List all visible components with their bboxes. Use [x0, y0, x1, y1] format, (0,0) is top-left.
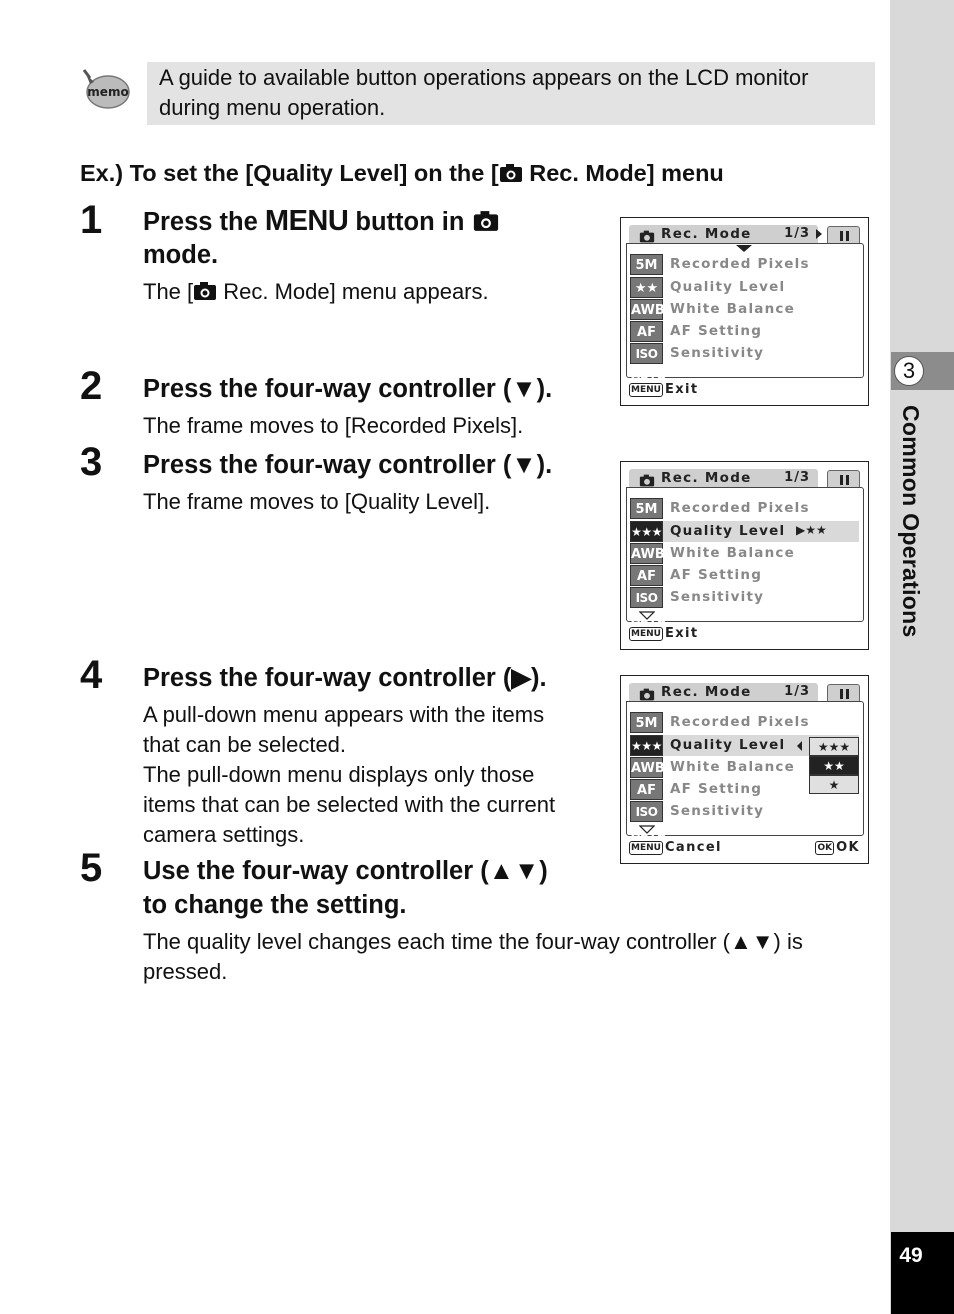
quality-level-icon: ★★: [630, 277, 663, 298]
step-5-body-line: The quality level changes each time the four-way controller (▲▼) is: [143, 929, 803, 954]
step-3-number: 3: [80, 440, 103, 484]
screen-footer: [629, 382, 699, 397]
recorded-pixels-icon: 5M: [630, 498, 663, 519]
pulldown-option[interactable]: ★★★: [809, 737, 859, 756]
step-5-body: [143, 927, 803, 987]
pulldown-option-selected[interactable]: ★★: [809, 756, 859, 775]
screen-footer: [629, 840, 722, 855]
menu-item-label: Recorded Pixels: [670, 256, 810, 272]
menu-button-label: MENU: [264, 205, 349, 237]
step-1-body-b: Rec. Mode] menu appears.: [217, 279, 489, 304]
menu-item-af-setting: [630, 565, 859, 586]
white-balance-icon: AWB: [630, 757, 663, 778]
exit-label: Exit: [664, 382, 699, 397]
menu-item-label: AF Setting: [670, 567, 763, 583]
step-4-number: 4: [80, 653, 103, 697]
menu-item-label: AF Setting: [670, 781, 763, 797]
menu-item-label: Recorded Pixels: [670, 500, 810, 516]
step-4-body-line: items that can be selected with the current: [143, 792, 556, 817]
left-arrow-icon: [797, 741, 802, 751]
menu-item-recorded-pixels: [630, 498, 859, 519]
screen-page: 1/3: [784, 684, 810, 699]
example-heading: [80, 160, 724, 189]
step-5-title-line1: Use the four-way controller (▲▼): [143, 857, 548, 885]
memo-icon: [80, 68, 132, 112]
right-arrow-icon: [816, 229, 822, 239]
menu-item-label: Sensitivity: [670, 589, 765, 605]
menu-item-white-balance: [630, 543, 859, 564]
step-4-title: Press the four-way controller (▶).: [143, 664, 547, 692]
menu-item-label: White Balance: [670, 301, 795, 317]
menu-item-label: Quality Level: [670, 523, 786, 539]
menu-item-label: Quality Level: [670, 737, 786, 753]
step-2-title: Press the four-way controller (▼).: [143, 375, 553, 403]
screen-title: Rec. Mode: [661, 226, 752, 242]
memo-line-2: during menu operation.: [159, 95, 386, 120]
step-4-body-line: A pull-down menu appears with the items: [143, 702, 545, 727]
step-1-body-a: The [: [143, 279, 194, 304]
svg-text:memo: memo: [87, 85, 129, 99]
recorded-pixels-icon: 5M: [630, 712, 663, 733]
screen-header: [629, 683, 818, 701]
menu-item-af-setting: [630, 321, 859, 342]
menu-item-sensitivity: [630, 587, 859, 626]
menu-item-recorded-pixels: [630, 712, 859, 733]
step-4-body-line: The pull-down menu displays only those: [143, 762, 535, 787]
lcd-screen-2: [620, 461, 869, 650]
ok-badge: OK: [817, 843, 833, 853]
af-setting-icon: AF: [630, 565, 663, 586]
chapter-title: Common Operations: [898, 405, 924, 638]
ok-label: OK: [836, 840, 860, 855]
step-5-title-line2: to change the setting.: [143, 891, 407, 919]
setup-tab: [827, 470, 860, 488]
ok-area: [815, 840, 860, 855]
menu-badge: MENU: [631, 843, 661, 853]
screen-page: 1/3: [784, 470, 810, 485]
screen-header: [629, 225, 818, 243]
cancel-label: Cancel: [664, 840, 722, 855]
af-setting-icon: AF: [630, 321, 663, 342]
memo-line-1: A guide to available button operations appears on the LCD monitor: [159, 65, 809, 90]
step-5-number: 5: [80, 846, 103, 890]
setup-tab: [827, 226, 860, 244]
step-3-body: The frame moves to [Quality Level].: [143, 489, 491, 514]
menu-panel: [626, 701, 864, 840]
step-3-title: Press the four-way controller (▼).: [143, 451, 553, 479]
step-4-body-line: that can be selected.: [143, 732, 347, 757]
step-1-title: [143, 204, 500, 241]
step-4-body: [143, 700, 555, 850]
setup-tab: [827, 684, 860, 702]
quality-pulldown[interactable]: [809, 740, 859, 817]
down-arrow-icon: [639, 825, 655, 834]
example-heading-suffix: Rec. Mode] menu: [522, 160, 724, 186]
white-balance-icon: AWB: [630, 299, 663, 320]
screen-title: Rec. Mode: [661, 470, 752, 486]
step-1-number: 1: [80, 198, 103, 242]
step-2-number: 2: [80, 364, 103, 408]
step-4-body-line: camera settings.: [143, 822, 305, 847]
camera-icon: [499, 162, 523, 189]
sensitivity-icon: ISO AUTO: [630, 587, 663, 608]
page-number: 49: [899, 1244, 923, 1267]
example-heading-prefix: Ex.) To set the [Quality Level] on the [: [80, 160, 499, 186]
menu-item-sensitivity: [630, 343, 859, 382]
step-2-body: The frame moves to [Recorded Pixels].: [143, 413, 524, 438]
white-balance-icon: AWB: [630, 543, 663, 564]
camera-icon: [193, 279, 217, 309]
step-1-title-line2: mode.: [143, 241, 219, 269]
recorded-pixels-icon: 5M: [630, 254, 663, 275]
step-1-body: [143, 277, 489, 309]
exit-label: Exit: [664, 626, 699, 641]
quality-level-icon: ★★★: [630, 735, 663, 756]
step-5-body-line: pressed.: [143, 959, 228, 984]
memo-note: [147, 62, 875, 125]
sensitivity-icon: ISO AUTO: [630, 801, 663, 822]
menu-item-label: White Balance: [670, 759, 795, 775]
down-arrow-icon: [639, 611, 655, 620]
menu-item-label: AF Setting: [670, 323, 763, 339]
menu-item-quality-level: [630, 521, 859, 542]
lcd-screen-1: [620, 217, 869, 406]
menu-panel: [626, 243, 864, 382]
quality-value: ▶★★: [796, 523, 827, 537]
sensitivity-icon: ISO AUTO: [630, 343, 663, 364]
menu-item-label: Sensitivity: [670, 345, 765, 361]
screen-title: Rec. Mode: [661, 684, 752, 700]
menu-item-white-balance: [630, 299, 859, 320]
menu-item-label: Quality Level: [670, 279, 786, 295]
menu-item-label: White Balance: [670, 545, 795, 561]
menu-panel: [626, 487, 864, 626]
chapter-number: 3: [894, 356, 924, 386]
menu-item-recorded-pixels: [630, 254, 859, 275]
screen-page: 1/3: [784, 226, 810, 241]
menu-item-quality-level: [630, 277, 859, 298]
menu-item-label: Sensitivity: [670, 803, 765, 819]
pulldown-option[interactable]: ★: [809, 775, 859, 794]
step-1-title-a: Press the: [143, 208, 265, 236]
menu-badge: MENU: [631, 385, 661, 395]
quality-level-icon: ★★★: [630, 521, 663, 542]
lcd-screen-3: [620, 675, 869, 864]
menu-item-label: Recorded Pixels: [670, 714, 810, 730]
menu-badge: MENU: [631, 629, 661, 639]
step-1-title-b: button in: [348, 208, 472, 236]
screen-header: [629, 469, 818, 487]
camera-icon: [472, 207, 500, 241]
screen-footer: [629, 626, 699, 641]
af-setting-icon: AF: [630, 779, 663, 800]
